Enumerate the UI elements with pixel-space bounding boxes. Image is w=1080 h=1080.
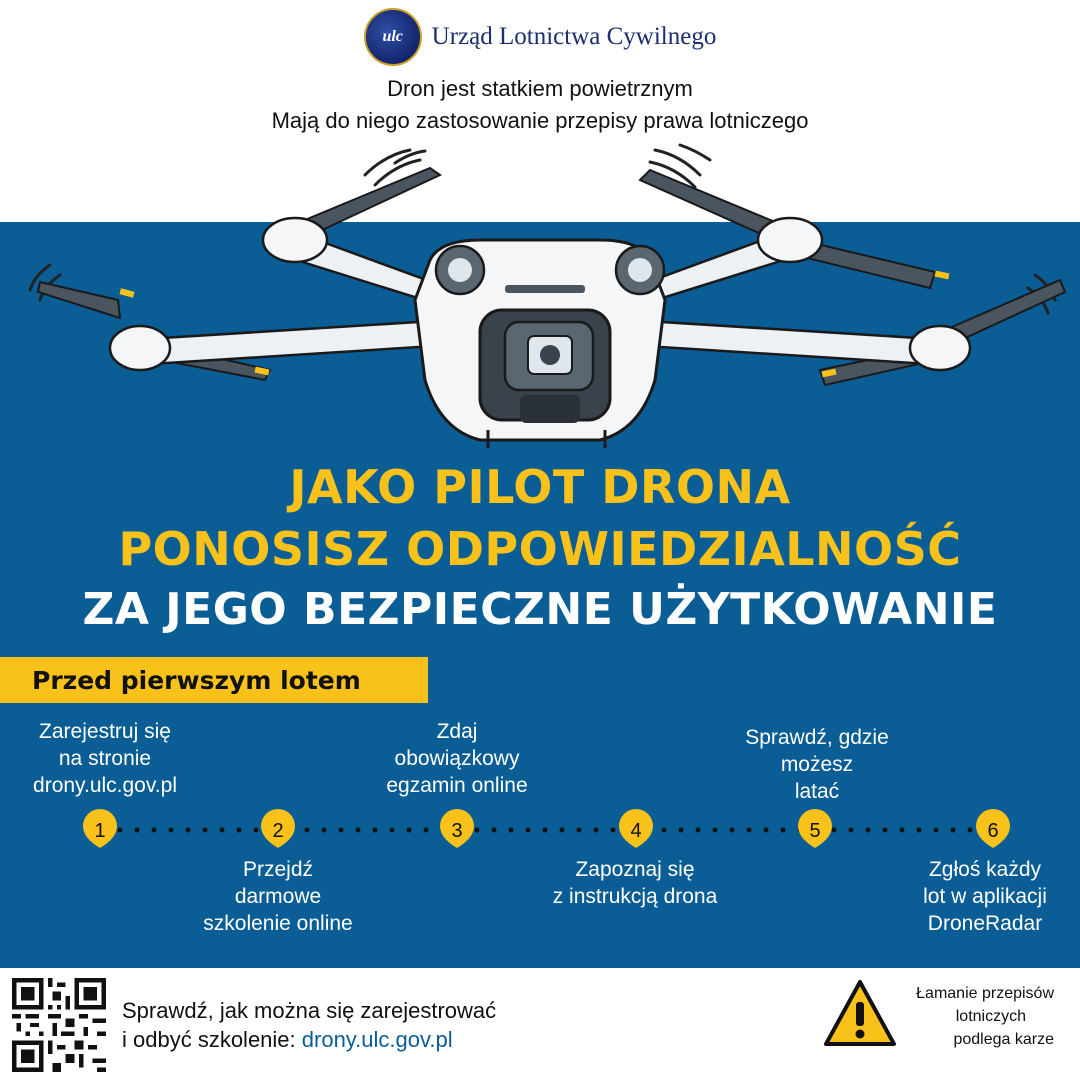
step-4-marker <box>619 809 653 848</box>
step-5-marker <box>798 809 832 848</box>
step-3-marker <box>440 809 474 848</box>
warning-line-3: podlega karze <box>953 1031 1054 1048</box>
headline-line-1: JAKO PILOT DRONA <box>289 460 791 514</box>
steps-timeline <box>0 800 1080 860</box>
warning-text <box>916 982 1054 1051</box>
headline-line-2: PONOSISZ ODPOWIEDZIALNOŚĆ <box>118 522 962 576</box>
headline-line-3: ZA JEGO BEZPIECZNE UŻYTKOWANIE <box>82 584 998 635</box>
step-6-marker <box>976 809 1010 848</box>
step-5-text: Sprawdź, gdzie możesz latać <box>745 726 889 803</box>
step-4-number: 4 <box>630 820 642 842</box>
step-2-marker <box>261 809 295 848</box>
step-6-number: 6 <box>987 820 999 842</box>
section-title: Przed pierwszym lotem <box>32 665 361 695</box>
warning-line-2: lotniczych <box>955 1008 1026 1025</box>
step-1-marker <box>83 809 117 848</box>
section-title-banner <box>0 657 428 703</box>
drone-icon <box>0 140 1080 460</box>
step-1-text: Zarejestruj się na stronie drony.ulc.gov.pl <box>33 720 177 797</box>
organization-name: Urząd Lotnictwa Cywilnego <box>431 23 717 50</box>
subtitle-line-2: Mają do niego zastosowanie przepisy prawa lotniczego <box>271 108 809 133</box>
warning-triangle-icon <box>822 978 898 1048</box>
footer-text <box>122 996 496 1054</box>
step-1-number: 1 <box>94 820 106 842</box>
step-4-text: Zapoznaj się z instrukcją drona <box>552 858 718 908</box>
footer-text-prefix: i odbyć szkolenie: <box>122 1027 302 1052</box>
ulc-logo-icon <box>364 8 422 66</box>
step-5-number: 5 <box>809 820 821 842</box>
logo-mark: ulc <box>382 28 403 45</box>
step-2-number: 2 <box>272 820 284 842</box>
step-3-text: Zdaj obowiązkowy egzamin online <box>386 720 528 797</box>
logo-row <box>0 8 1080 66</box>
step-6-text: Zgłoś każdy lot w aplikacji DroneRadar <box>923 858 1047 935</box>
step-2-text: Przejdź darmowe szkolenie online <box>203 858 353 935</box>
qr-code-icon[interactable] <box>12 978 106 1072</box>
footer-text-line-2 <box>122 1025 496 1054</box>
step-3-number: 3 <box>451 820 463 842</box>
registration-link[interactable]: drony.ulc.gov.pl <box>301 1027 453 1052</box>
subtitle-line-1: Dron jest statkiem powietrznym <box>387 76 693 101</box>
footer-text-line-1: Sprawdź, jak można się zarejestrować <box>122 998 497 1023</box>
warning-line-1: Łamanie przepisów <box>916 985 1054 1002</box>
footer <box>0 968 1080 1080</box>
